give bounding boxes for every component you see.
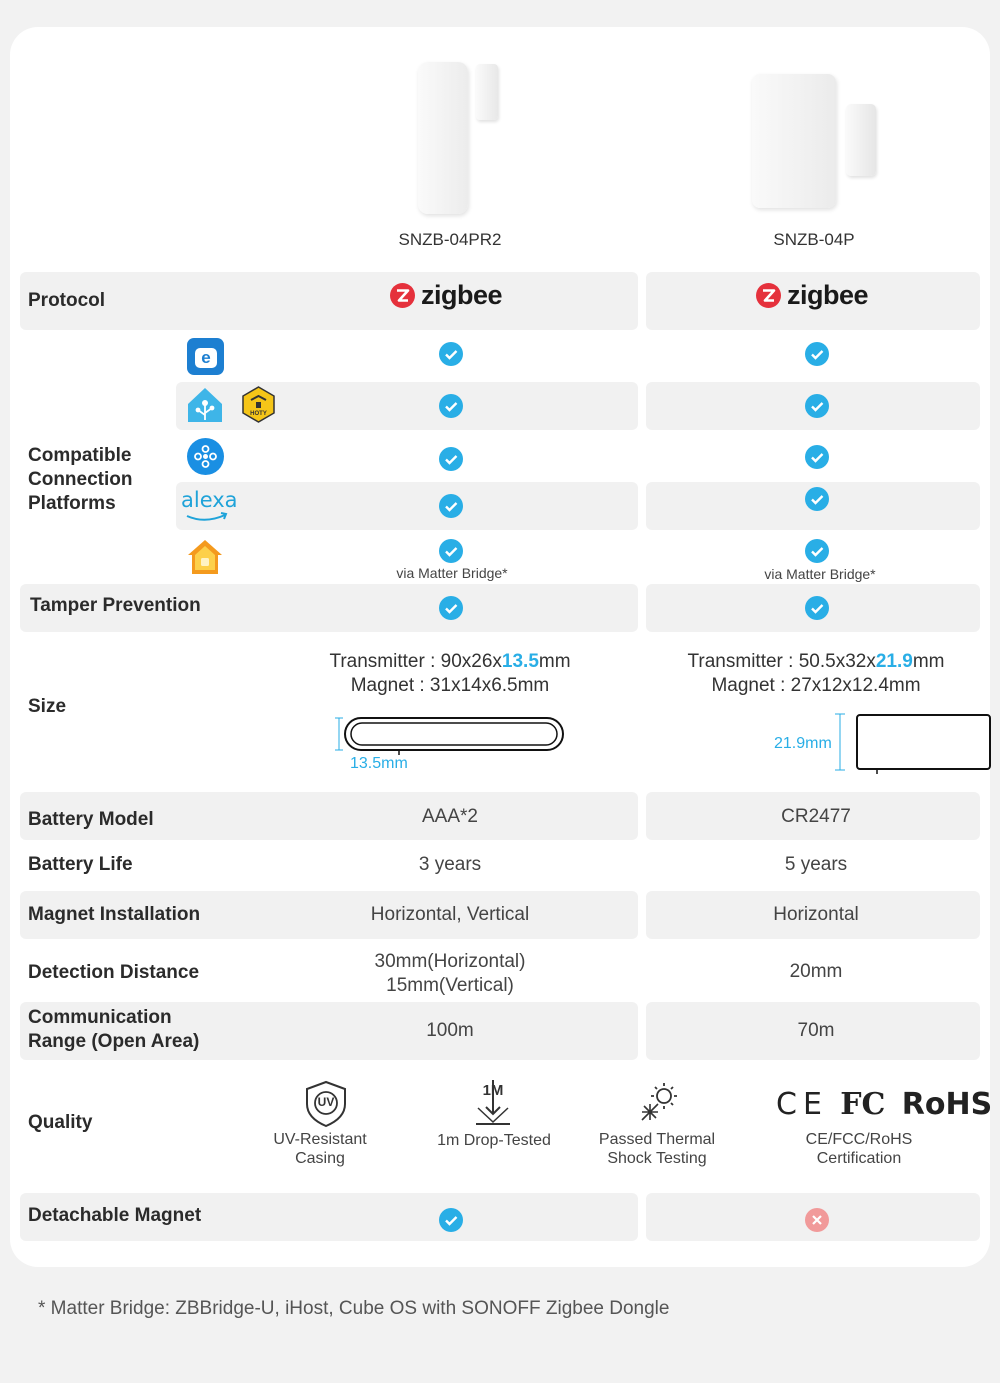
check-icon [805, 342, 829, 366]
check-icon [805, 539, 829, 563]
product-name-1: SNZB-04PR2 [398, 230, 502, 249]
tamper-label: Tamper Prevention [30, 595, 201, 616]
magnet-installation-value-1: Horizontal, Vertical [370, 904, 530, 925]
check-icon [805, 394, 829, 418]
quality-label: Quality [28, 1112, 93, 1133]
apple-home-icon [186, 538, 224, 576]
size-highlight: 13.5 [501, 651, 539, 672]
size-text-part: Transmitter : 50.5x32x [687, 651, 876, 672]
zigbee-text: zigbee [421, 280, 503, 310]
quality-item-line: Shock Testing [607, 1150, 707, 1167]
smartthings-icon [187, 438, 224, 475]
detection-distance-label: Detection Distance [28, 962, 200, 983]
cross-icon [805, 1208, 829, 1232]
quality-item-line: Certification [816, 1150, 902, 1167]
platforms-label-line: Compatible [28, 445, 132, 466]
quality-item-line: CE/FCC/RoHS [805, 1131, 913, 1148]
drop-test-text: 1M [482, 1082, 504, 1099]
check-icon [439, 1208, 463, 1232]
check-icon [439, 494, 463, 518]
check-icon [439, 539, 463, 563]
zigbee-logo-2 [756, 280, 868, 311]
homey-icon [240, 386, 277, 423]
fcc-mark-icon: FC [840, 1087, 886, 1122]
quality-item-line: Casing [295, 1150, 345, 1167]
check-icon [439, 596, 463, 620]
communication-range-label-line: Range (Open Area) [28, 1031, 200, 1052]
battery-model-value-2: CR2477 [781, 806, 851, 827]
battery-life-value-1: 3 years [418, 854, 482, 875]
platform-band-4 [176, 482, 638, 530]
communication-range-label [28, 1006, 199, 1054]
footer-note: * Matter Bridge: ZBBridge-U, iHost, Cube OS with SONOFF Zigbee Dongle [38, 1298, 670, 1319]
quality-item-line: UV-Resistant [273, 1131, 367, 1148]
quality-item-line: Passed Thermal [598, 1131, 716, 1148]
quality-item-drop [414, 1131, 574, 1150]
battery-life-value-2: 5 years [784, 854, 848, 875]
platforms-label-line: Connection [28, 469, 133, 490]
detection-distance-value-1 [270, 950, 630, 998]
communication-range-value-2: 70m [797, 1020, 835, 1041]
detection-distance-line: 15mm(Vertical) [386, 975, 514, 996]
communication-range-value-1: 100m [426, 1020, 474, 1041]
size-label: Size [28, 696, 67, 717]
size-magnet-2: Magnet : 27x12x12.4mm [711, 675, 921, 696]
ce-mark-icon: C E [776, 1087, 822, 1122]
side-profile-diagram-2 [828, 712, 992, 776]
quality-item-line: 1m Drop-Tested [437, 1132, 551, 1149]
zigbee-logo-1 [390, 280, 502, 311]
ewelink-icon: e [187, 338, 224, 375]
check-icon [805, 596, 829, 620]
check-icon [439, 447, 463, 471]
check-icon [439, 394, 463, 418]
battery-life-label: Battery Life [28, 854, 133, 875]
check-icon [805, 445, 829, 469]
uv-shield-icon [303, 1080, 349, 1128]
check-icon [805, 487, 829, 511]
uv-text: UV [317, 1095, 335, 1109]
dimension-label-1: 13.5mm [350, 755, 408, 772]
rohs-mark-icon: RoHS [901, 1087, 993, 1122]
magnet-installation-value-2: Horizontal [773, 904, 859, 925]
size-magnet-1: Magnet : 31x14x6.5mm [350, 675, 550, 696]
dimension-label-2: 21.9mm [774, 735, 832, 752]
protocol-label: Protocol [28, 290, 106, 311]
quality-item-uv [240, 1130, 400, 1168]
zigbee-text: zigbee [787, 280, 869, 310]
product-image-snzb-04pr2 [414, 58, 504, 218]
battery-model-value-1: AAA*2 [422, 806, 478, 827]
size-transmitter-2 [646, 650, 986, 674]
platforms-label [28, 444, 133, 516]
communication-range-label-line: Communication [28, 1007, 172, 1028]
zigbee-icon [756, 283, 781, 308]
check-icon [439, 342, 463, 366]
matter-bridge-note: via Matter Bridge* [764, 566, 876, 582]
homey-text: HOTY [250, 411, 267, 417]
size-highlight: 21.9 [875, 651, 913, 672]
product-image-snzb-04p [750, 72, 880, 212]
detection-distance-line: 30mm(Horizontal) [374, 951, 526, 972]
size-text-part: mm [538, 651, 571, 672]
size-transmitter-1 [270, 650, 630, 674]
quality-item-thermal [577, 1130, 737, 1168]
alexa-text: alexa [181, 488, 238, 512]
zigbee-icon [390, 283, 415, 308]
home-assistant-icon [186, 386, 224, 424]
product-name-2: SNZB-04P [773, 230, 855, 249]
detachable-label: Detachable Magnet [28, 1205, 202, 1226]
battery-model-label: Battery Model [28, 809, 154, 830]
size-text-part: Transmitter : 90x26x [329, 651, 502, 672]
certification-marks-icon [776, 1087, 993, 1122]
magnet-installation-label: Magnet Installation [28, 904, 201, 925]
platforms-label-line: Platforms [28, 493, 116, 514]
size-text-part: mm [912, 651, 945, 672]
matter-bridge-note: via Matter Bridge* [396, 565, 508, 581]
protocol-band [20, 272, 638, 330]
alexa-icon [181, 488, 238, 524]
thermal-shock-icon [636, 1080, 682, 1126]
quality-item-certification [779, 1130, 939, 1168]
drop-test-icon [470, 1078, 516, 1128]
detection-distance-value-2: 20mm [789, 961, 843, 982]
